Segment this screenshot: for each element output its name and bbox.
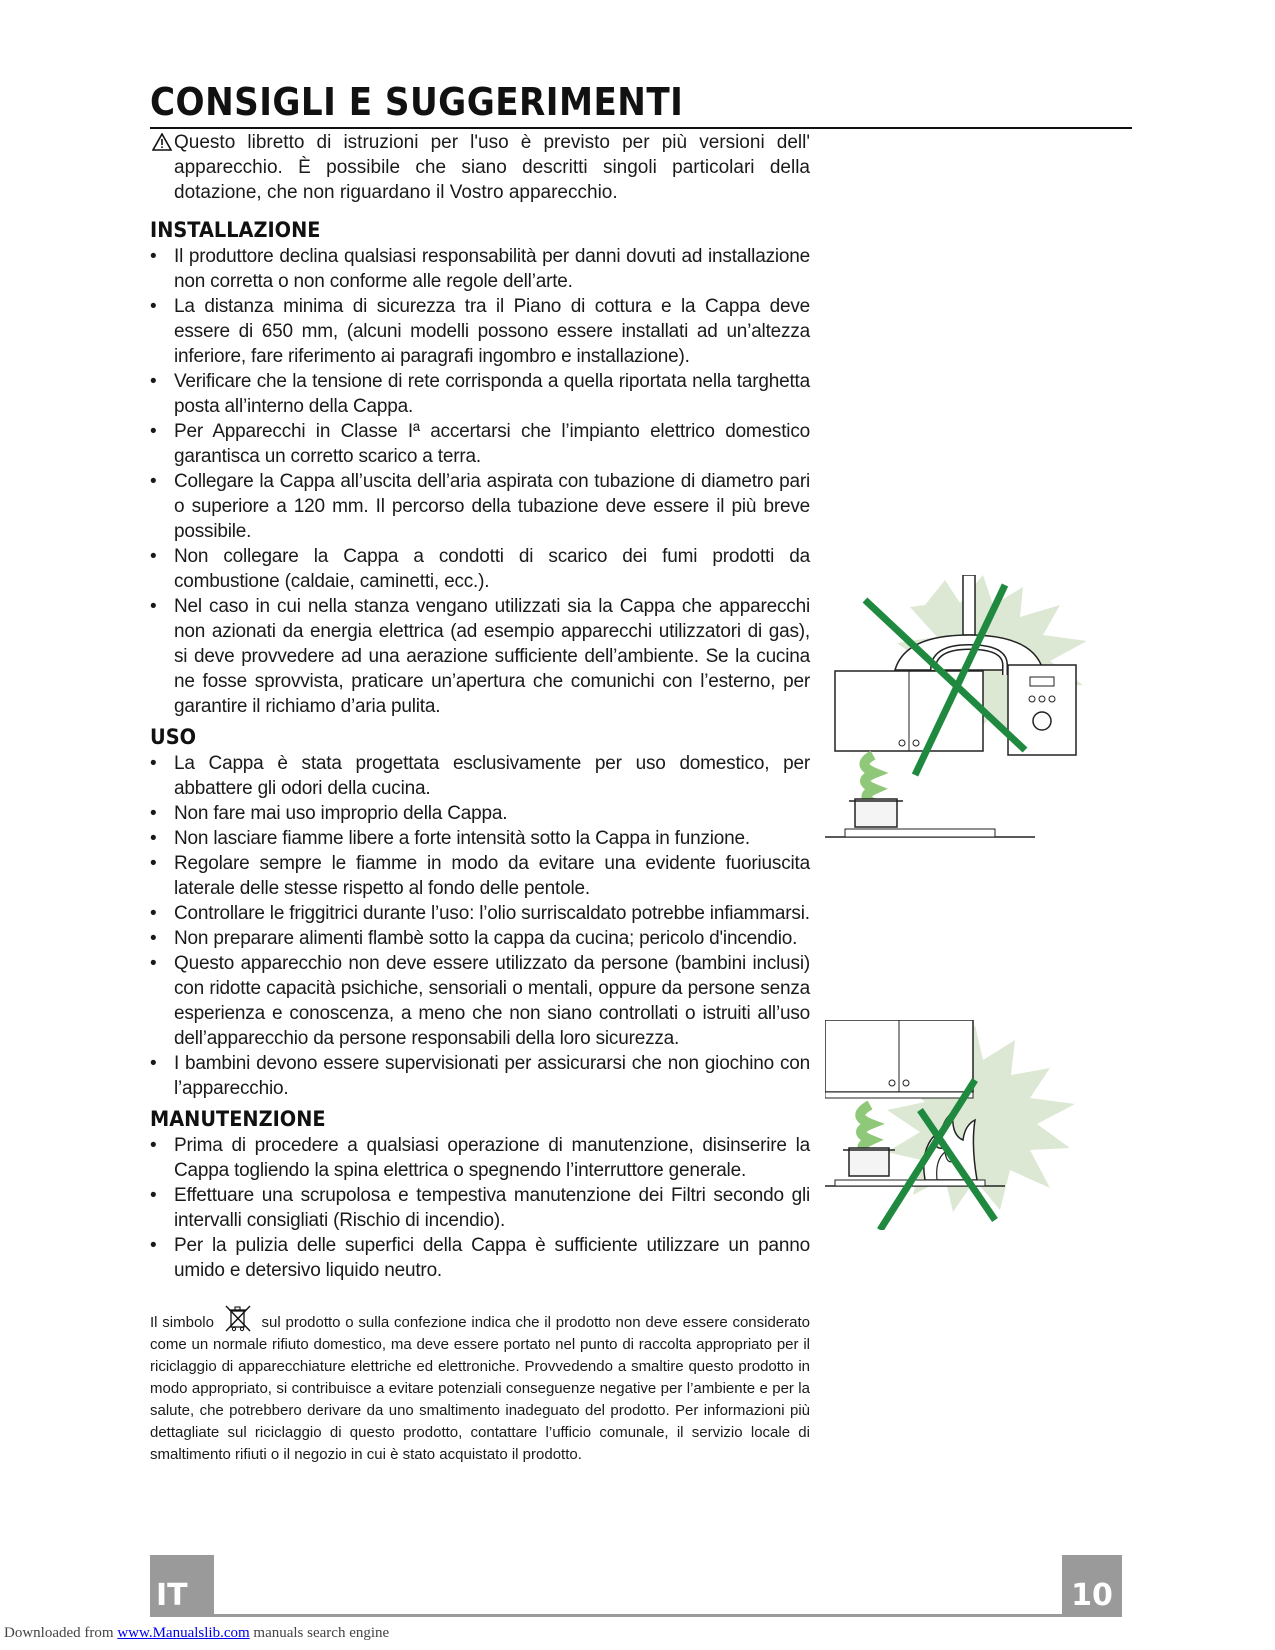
steam-icon xyxy=(860,1105,873,1154)
list-item: • Questo apparecchio non deve essere utilizzato da persone (bambini inclusi) con ridotte capacità psichiche, sensoriali o mentali, oppure da persone senza esperienza e conoscenza, a meno che non siano controllati o istruiti all’uso dell’apparecchio da persone responsabili della loro sicurezza. xyxy=(150,951,810,1051)
list-item: • Prima di procedere a qualsiasi operazione di manutenzione, disinserire la Cappa togliendo la spina elettrica o spegnendo l’interruttore generale. xyxy=(150,1133,810,1183)
list-item: • Verificare che la tensione di rete corrisponda a quella riportata nella targhetta posta all’interno della Cappa. xyxy=(150,369,810,419)
pot xyxy=(849,1148,889,1176)
flambe-flame-illustration xyxy=(825,1020,1115,1230)
language-tab: IT xyxy=(150,1555,214,1617)
list-item: • Effettuare una scrupolosa e tempestiva manutenzione dei Filtri secondo gli intervalli consigliati (Rischio di incendio). xyxy=(150,1183,810,1233)
hood-gas-appliance-illustration xyxy=(825,575,1125,875)
list-item: • I bambini devono essere supervisionati per assicurarsi che non giochino con l’apparecchio. xyxy=(150,1051,810,1101)
section-heading-uso: USO xyxy=(150,725,197,749)
list-item: • Regolare sempre le fiamme in modo da evitare una evidente fuoriuscita laterale delle stesse rispetto al fondo delle pentole. xyxy=(150,851,810,901)
manutenzione-list xyxy=(150,1133,810,1283)
disposal-text-after: sul prodotto o sulla confezione indica che il prodotto non deve essere considerato come un normale rifiuto domestico, ma deve essere portato nel punto di raccolta appropriato per il riciclaggio di apparecchiature elettriche ed elettroniche. Provvedendo a smaltire questo prodotto in modo appropriato, si contribuisce a evitare potenziali conseguenze negative per l’ambiente e per la salute, che potrebbero derivare da uno smaltimento inadeguato del prodotto. Per informazioni più dettagliate sul riciclaggio di questo prodotto, contattare l’ufficio comunale, il servizio locale di smaltimento rifiuti o il negozio in cui è stato acquistato il prodotto. xyxy=(150,1314,810,1463)
steam-icon xyxy=(864,755,877,805)
download-note xyxy=(4,1625,389,1642)
list-item: • Per la pulizia delle superfici della Cappa è sufficiente utilizzare un panno umido e detersivo liquido neutro. xyxy=(150,1233,810,1283)
list-item: • Non fare mai uso improprio della Cappa. xyxy=(150,801,810,826)
crossed-bin-icon xyxy=(223,1303,253,1333)
disposal-text-before: Il simbolo xyxy=(150,1314,214,1331)
uso-list xyxy=(150,751,810,1101)
title-rule xyxy=(150,127,1132,129)
section-heading-installazione: INSTALLAZIONE xyxy=(150,218,321,242)
hood-bottom xyxy=(825,1092,973,1098)
warning-triangle-icon xyxy=(152,133,172,151)
installazione-list xyxy=(150,244,810,719)
list-item: • Il produttore declina qualsiasi responsabilità per danni dovuti ad installazione non corretta o non conforme alle regole dell’arte. xyxy=(150,244,810,294)
page-title: CONSIGLI E SUGGERIMENTI xyxy=(150,80,684,124)
list-item: • Collegare la Cappa all’uscita dell’aria aspirata con tubazione di diametro pari o superiore a 120 mm. Il percorso della tubazione deve essere il più breve possibile. xyxy=(150,469,810,544)
hood-chimney xyxy=(963,575,975,635)
version-notice xyxy=(150,130,810,205)
download-suffix: manuals search engine xyxy=(253,1625,390,1641)
main-column xyxy=(150,130,810,1481)
list-item: • Per Apparecchi in Classe Iª accertarsi che l’impianto elettrico domestico garantisca un corretto scarico a terra. xyxy=(150,419,810,469)
list-item: • Non preparare alimenti flambè sotto la cappa da cucina; pericolo d'incendio. xyxy=(150,926,810,951)
section-heading-manutenzione: MANUTENZIONE xyxy=(150,1107,326,1131)
download-prefix: Downloaded from xyxy=(4,1625,114,1641)
list-item: • Non collegare la Cappa a condotti di scarico dei fumi prodotti da combustione (caldaie, caminetti, ecc.). xyxy=(150,544,810,594)
pot xyxy=(855,799,897,827)
version-notice-text: Questo libretto di istruzioni per l'uso è previsto per più versioni dell' apparecchio. È possibile che siano descritti singoli particolari della dotazione, che non riguardano il Vostro apparecchio. xyxy=(174,132,810,203)
disposal-notice xyxy=(150,1303,810,1466)
manualslib-link[interactable]: www.Manualslib.com xyxy=(117,1625,250,1641)
list-item: • Non lasciare fiamme libere a forte intensità sotto la Cappa in funzione. xyxy=(150,826,810,851)
list-item: • La Cappa è stata progettata esclusivamente per uso domestico, per abbattere gli odori della cucina. xyxy=(150,751,810,801)
page-number: 10 xyxy=(1062,1555,1122,1617)
list-item: • Nel caso in cui nella stanza vengano utilizzati sia la Cappa che apparecchi non azionati da energia elettrica (ad esempio apparecchi utilizzatori di gas), si deve provvedere ad una aerazione sufficiente dell’ambiente. Se la cucina ne fosse sprovvista, praticare un’apertura che comunichi con l’esterno, per garantire il richiamo d’aria pulita. xyxy=(150,594,810,719)
list-item: • Controllare le friggitrici durante l’uso: l’olio surriscaldato potrebbe infiammarsi. xyxy=(150,901,810,926)
footer-rule xyxy=(150,1614,1122,1617)
list-item: • La distanza minima di sicurezza tra il Piano di cottura e la Cappa deve essere di 650 mm, (alcuni modelli possono essere installati ad un’altezza inferiore, fare riferimento ai paragrafi ingombro e installazione). xyxy=(150,294,810,369)
